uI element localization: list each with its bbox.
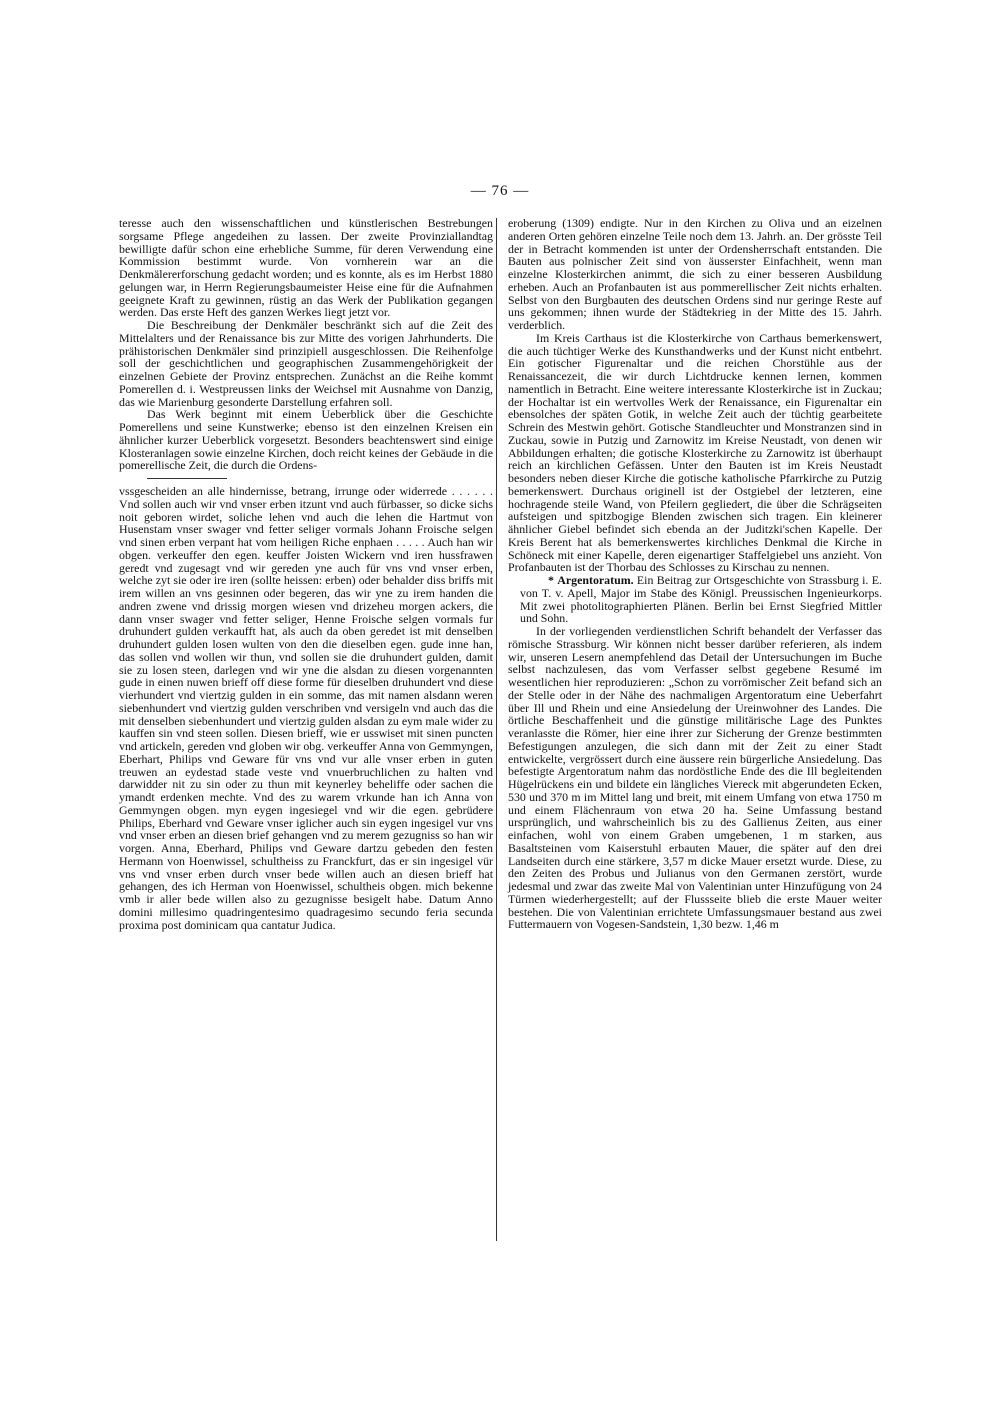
- footnote: [119, 485, 493, 931]
- footnote-text: vssgescheiden an alle hindernisse, betrang, irrunge oder widerrede . . . . . . Vnd sollen auch wir vnd vnser erben itzunt vnd auch fürbasser, so dicke sichs noit geboren wirdet, soliche lehen vnd auch die lehen die Hartmut von Husenstam vnser swager vnd fetter seliger vormals Johann Froische selgen vnd sinen erben verpant hat vom heiligen Riche enphaen . . . . . Auch han wir obgen. verkeuffer den egen. keuffer Joisten Wickern vnd iren hussfrawen geredt vnd zugesagt vnd wir gereden yne auch für vns vnd vnser erben, welche zyt sie oder ire iren (sollte heissen: erben) oder behalder diss briffs mit irem willen an vns gesinnen oder begeren, das wir yne zu irem handen die andren zwene vnd drissig morgen wiesen vnd drizeheu morgen ackers, die dann vnser swager vnd fetter seliger, Henne Froische selgen vormals fur druhundert gulden verkaufft hat, als auch da oben geredet ist mit denselben druhundert gulden losen wulten von den die dieselben egen. gude inne han, das sollen vnd wollen wir thun, vnd sollen sie die druhundert gulden, damit sie zu losen steen, darlegen vnd wir yne die alsdan zu diesen vorgenannten gude in einen nuwen brieff off diese forme für dieselben druhundert vnd diese vierhundert vnd viertzig gulden in ein somme, das mit namen alsdann weren siebenhundert vnd viertzig gulden verschriben vnd versigeln vnd auch das die mit denselben siebenhundert und viertzig gulden alsdan zu eym male wider zu kauffen sin vnd steen sollen. Diesen brieff, wie er usswiset mit sinen puncten vnd artickeln, gereden vnd globen wir obg. verkeuffer Anna von Gemmyngen, Eberhart, Philips vnd Geware für vns vnd vur alle vnser erben in guten treuwen an eydestad stade veste vnd vnuerbruchlichen zu halten vnd darwidder nit zu sin oder zu thun mit keynerley beheliffe oder sachen die ymandt erdenken mechte. Vnd des zu warem vrkunde han ich Anna von Gemmyngen obgen. myn eygen ingesiegel vnd wir die egen. gebrüdere Philips, Eberhard vnd Geware vnser iglicher auch sin eygen ingesigel vur vns vnd vnser erben an diesen brief gehangen vnd zu merem gezugniss so han wir vorgen. Anna, Eberhard, Philips vnd Geware dartzu gebeden den festen Hermann von Hoenwissel, schultheiss zu Franckfurt, das er sin ingesigel vür vns vnd vnser erben durch vnser bede willen auch an diesen brieff hat gehangen, des ich Herman von Hoenwissel, schultheis obgen. mich bekenne vmb ir aller bede willen also zu gezugnisse besigelt habe. Datum Anno domini millesimo quadringentesimo quadragesimo secundo feria secunda proxima post dominicam qua cantatur Judica.: [119, 484, 493, 932]
- review-paragraph: In der vorliegenden verdienstlichen Schrift behandelt der Verfasser das römische Strassburg. Wir können nicht besser darüber referieren, als indem wir, unseren Lesern anempfehlend das Detail der Untersuchungen im Buche selbst nachzulesen, das vom Verfasser selbst gegebene Resumé im wesentlichen hier reproduzieren: „Schon zu vorrömischer Zeit befand sich an der Stelle oder in der Nähe des nachmaligen Argentoratum eine Ueberfahrt über Ill und Rhein und eine Ansiedelung der Ureinwohner des Landes. Die örtliche Beschaffenheit und die günstige militärische Lage des Punktes veranlasste die Römer, hier eine ihrer zur Sicherung der Grenze bestimmten Befestigungen anzulegen, die sich dann mit der Zeit zu einer Stadt entwickelte, vergrössert durch eine äussere rein bürgerliche Ansiedelung. Das befestigte Argentoratum nahm das nordöstliche Ende des die Ill begleitenden Hügelrückens ein und bildete ein längliches Viereck mit abgerundeten Ecken, 530 und 370 m im Mittel lang und breit, mit einem Umfang von etwa 1750 m und einem Flächenraum von etwa 20 ha. Seine Umfassung bestand ursprünglich, und wahrscheinlich bis zu des Gallienus Zeiten, aus einer einfachen, wohl von einem Graben umgebenen, 1 m starken, aus Basaltsteinen vom Kaiserstuhl erbauten Mauer, die später auf den drei Landseiten durch eine stärkere, 3,57 m dicke Mauer ersetzt wurde. Diese, zu den Zeiten des Probus und Julianus von den Germanen zerstört, wurde jedesmal und zwar das zweite Mal von Valentinian unter Hinzufügung von 24 Türmen wiederhergestellt; auf der Flussseite blieb die erste Mauer weiter bestehen. Die von Valentinian errichtete Umfassungsmauer bestand aus zwei Futtermauern von Vogesen-Sandstein, 1,30 bezw. 1,46 m: [508, 624, 882, 932]
- column-divider: [496, 218, 497, 1241]
- right-paragraph-2: Im Kreis Carthaus ist die Klosterkirche von Carthaus bemerkenswert, die auch tüchtiger Werke des Kunsthandwerks und der Kunst nicht entbehrt. Ein gotischer Figurenaltar und die reichen Chorstühle aus der Renaissancezeit, die wir durch Lichtdrucke kennen lernen, kommen namentlich in Betracht. Eine weitere interessante Klosterkirche ist in Zuckau; der Hochaltar ist ein wertvolles Werk der Renaissance, ein Figurenaltar ein ebensolches der späten Gotik, in welche Zeit auch der tüchtig gearbeitete Schrein des Mestwin gehört. Gotische Standleuchter und Monstranzen sind in Zuckau, sowie in Putzig und Zarnowitz im Kreise Neustadt, von denen wir Abbildungen erhalten; die gotische Klosterkirche zu Zarnowitz ist überhaupt reich an kirchlichen Gefässen. Unter den Bauten ist im Kreis Neustadt besonders neben dieser Kirche die gotische katholische Pfarrkirche zu Putzig bemerkenswert. Durchaus originell ist der Ostgiebel der letzteren, eine hochragende steile Wand, von Pfeilern gegliedert, die über die Schrägseiten aufsteigen und spitzbogige Blenden zwischen sich tragen. Ein kleinerer ähnlicher Giebel befindet sich ebenda an der Juditzki'schen Kapelle. Der Kreis Berent hat als bemerkenswertes kirchliches Denkmal die Kirche in Schöneck mit einer Kapelle, deren eigenartiger Staffelgiebel uns anzieht. Von Profanbauten ist der Thorbau des Schlosses zu Kirschau zu nennen.: [508, 330, 882, 575]
- footnote-divider: [147, 478, 227, 479]
- footnote-star: *: [548, 573, 554, 587]
- book-title: Argentoratum.: [557, 573, 634, 587]
- right-paragraph-1: eroberung (1309) endigte. Nur in den Kirchen zu Oliva und an eizelnen anderen Orten gehören einzelne Teile noch dem 13. Jahrh. an. Der grösste Teil der in Betracht kommenden ist unter der Ordensherrschaft entstanden. Die Bauten aus polnischer Zeit sind von äusserster Einfachheit, wenn man einzelne Klosterkirchen animmt, die sich zu einer besseren Ausbildung erheben. Auch an Profanbauten ist aus pommerellischer Zeit nichts erhalten. Selbst von den Burgbauten des deutschen Ordens sind nur geringe Reste auf uns gekommen; ihnen wurde der Städtekrieg in der Mitte des 15. Jahrh. verderblich.: [508, 216, 882, 332]
- left-paragraph-2: Die Beschreibung der Denkmäler beschränkt sich auf die Zeit des Mittelalters und der Renaissance bis zur Mitte des vorigen Jahrhunderts. Die prähistorischen Denkmäler sind prinzipiell ausgeschlossen. Die Reihenfolge soll der geschichtlichen und geographischen Zusammengehörigkeit der einzelnen Gebiete der Provinz entsprechen. Zunächst an die Reihe kommt Pomerellen d. i. Westpreussen links der Weichsel mit Ausnahme von Danzig, das wie Marienburg gesonderte Darstellung erfahren soll.: [119, 318, 493, 409]
- left-paragraph-3: Das Werk beginnt mit einem Ueberblick über die Geschichte Pomerellens und seine Kunstwerke; ebenso ist den einzelnen Kreisen ein ähnlicher kurzer Ueberblick vorgesetzt. Besonders beachtenswert sind einige Klosteranlagen sowie einzelne Kirchen, doch reicht keines der Gebäude in die pomerellische Zeit, die durch die Ordens-: [119, 407, 493, 473]
- right-column: [508, 217, 882, 931]
- left-column: [119, 217, 493, 931]
- book-details: Ein Beitrag zur Ortsgeschichte von Strassburg i. E. von T. v. Apell, Major im Stabe des Königl. Preussischen Ingenieurkorps. Mit zwei photolitographierten Plänen. Berlin bei Ernst Siegfried Mittler und Sohn.: [520, 573, 882, 626]
- page-number: — 76 —: [470, 183, 530, 199]
- left-paragraph-1: teresse auch den wissenschaftlichen und künstlerischen Bestrebungen sorgsame Pflege angedeihen zu lassen. Der zweite Provinziallandtag bewilligte dafür schon eine erhebliche Summe, für deren Verwendung eine Kommission bestimmt wurde. Von vornherein war an die Denkmälererforschung gedacht worden; und es konnte, als es im Herbst 1880 gelungen war, in Herrn Regierungsbaumeister Heise eine für die Aufnahmen geeignete Kraft zu gewinnen, rüstig an das Werk der Publikation gegangen werden. Das erste Heft des ganzen Werkes liegt jetzt vor.: [119, 216, 493, 320]
- bibliography-entry: [508, 574, 882, 625]
